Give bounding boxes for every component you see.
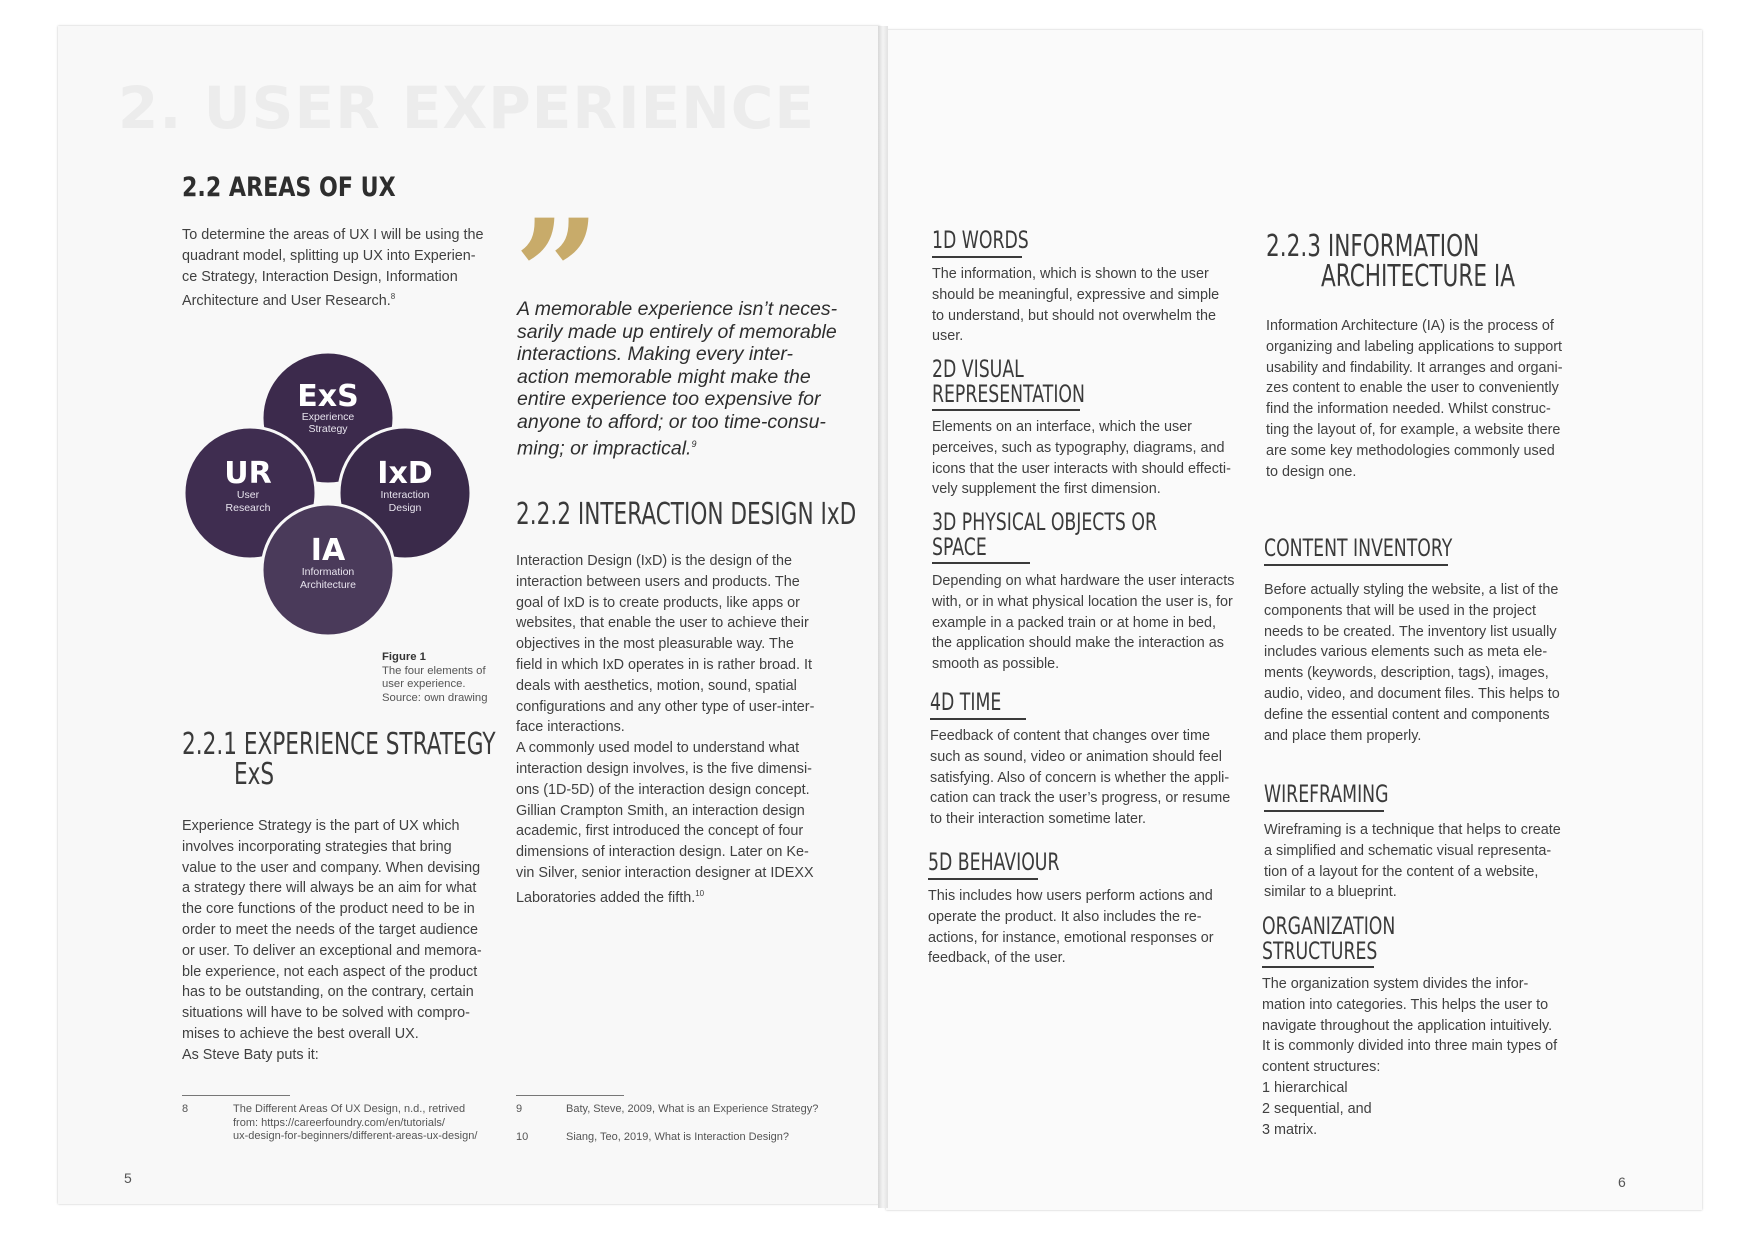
- heading-2-2-2: 2.2.2 INTERACTION DESIGN IxD: [516, 497, 857, 532]
- ur-sub2: Research: [225, 502, 271, 514]
- heading-2-2-3-line2: ARCHITECTURE IA: [1321, 259, 1516, 294]
- page-number-left: 5: [124, 1170, 132, 1186]
- d2-paragraph: Elements on an interface, which the user perceives, such as typography, diagrams, and icons that the user interacts with should effecti- vely supplement the first dimension.: [932, 419, 1231, 498]
- wf-paragraph: Wireframing is a technique that helps to create a simplified and schematic visual representa- tion of a layout for the content of a website, similar to a blueprint.: [1264, 822, 1561, 901]
- heading-content-inventory: CONTENT INVENTORY: [1264, 534, 1453, 562]
- os-paragraph: The organization system divides the infor- mation into categories. This helps the user to navigate throughout the application intuitively. It is commonly divided into three main types of content structures: 1 hierarchical 2 sequential, and 3 matrix.: [1262, 976, 1558, 1138]
- intro-paragraph: [182, 225, 502, 312]
- exs-sub1: Experience: [301, 411, 355, 423]
- ia-abbr: IA: [310, 533, 346, 568]
- quote-footnote-ref: 9: [691, 439, 697, 449]
- rule-4d: [930, 718, 1026, 720]
- ia-sub2: Architecture: [299, 579, 357, 591]
- ur-sub1: User: [236, 489, 260, 501]
- rule-wireframing: [1264, 810, 1384, 812]
- rule-5d: [928, 878, 1038, 880]
- rule-content-inventory: [1264, 564, 1448, 566]
- heading-2d-line1: 2D VISUAL: [932, 355, 1024, 383]
- heading-4d: 4D TIME: [930, 688, 1002, 716]
- footnote-8-text: The Different Areas Of UX Design, n.d., retrived from: https://careerfoundry.com/en/tutorials/ ux-design-for-beginners/different-areas-ux-design/: [233, 1103, 478, 1142]
- rule-1d: [932, 256, 1022, 258]
- heading-wireframing: WIREFRAMING: [1264, 780, 1389, 808]
- d4-paragraph: Feedback of content that changes over time such as sound, video or animation should feel satisfying. Also of concern is whether the appli- cation can track the user’s progress, or resume to their interaction sometime later.: [930, 728, 1231, 828]
- ixd-paragraph: [516, 551, 846, 908]
- footnote-10-num: 10: [516, 1131, 529, 1143]
- ixd-abbr: IxD: [377, 456, 433, 491]
- d5-paragraph: This includes how users perform actions and operate the product. It also includes the re- actions, for instance, emotional responses or feedback, of the user.: [928, 888, 1214, 967]
- figure-caption: [382, 651, 522, 705]
- book-spine: [878, 26, 888, 1208]
- figure-text: The four elements of user experience. Source: own drawing: [382, 664, 488, 704]
- intro-footnote-ref: 8: [390, 292, 396, 302]
- exs-abbr: ExS: [297, 379, 359, 414]
- heading-org-line1: ORGANIZATION: [1262, 912, 1396, 940]
- ur-abbr: UR: [224, 456, 272, 491]
- ixd-sub2: Design: [388, 502, 422, 514]
- ux-quadrant-diagram: [180, 348, 480, 648]
- heading-1d: 1D WORDS: [932, 226, 1029, 254]
- ghost-chapter-title: 2. USER EXPERIENCE: [118, 74, 815, 142]
- footnote-8-num: 8: [182, 1103, 189, 1115]
- heading-2-2-1-line1: 2.2.1 EXPERIENCE STRATEGY: [182, 727, 496, 762]
- heading-org-line2: STRUCTURES: [1262, 937, 1378, 965]
- ixd-footnote-ref: 10: [695, 888, 705, 898]
- rule-2d: [932, 409, 1080, 411]
- heading-2d-line2: REPRESENTATION: [932, 380, 1085, 408]
- quote-mark-icon: ”: [514, 187, 591, 363]
- rule-org: [1262, 966, 1374, 968]
- rule-3d: [932, 562, 1030, 564]
- footnote-9-text: Baty, Steve, 2009, What is an Experience Strategy?: [566, 1103, 819, 1115]
- quote-block: [517, 298, 847, 460]
- intro-text: To determine the areas of UX I will be using the quadrant model, splitting up UX into Experien- ce Strategy, Interaction Design, Information Architecture and User Research.: [182, 227, 484, 310]
- heading-3d-line2: SPACE: [932, 533, 987, 561]
- ci-paragraph: Before actually styling the website, a list of the components that will be used in the project needs to be created. The inventory list usually includes various elements such as meta ele- ments (keywords, description, tags), images, audio, video, and document files. This helps to define the essential content and components and place them properly.: [1264, 582, 1560, 744]
- exs-paragraph: Experience Strategy is the part of UX which involves incorporating strategies that bring value to the user and company. When devising a strategy there will always be an aim for what the core functions of the product need to be in order to meet the needs of the target audience or user. To deliver an exceptional and memora- ble experience, not each aspect of the product has to be outstanding, on the contrary, certain situations will have to be solved with compro- mises to achieve the best overall UX. As Steve Baty puts it:: [182, 818, 482, 1063]
- heading-5d: 5D BEHAVIOUR: [928, 848, 1060, 876]
- ixd-sub1: Interaction: [380, 489, 430, 501]
- footnote-rule-mid: [516, 1095, 624, 1096]
- d1-paragraph: The information, which is shown to the user should be meaningful, expressive and simple to understand, but should not overwhelm the user.: [932, 266, 1220, 345]
- heading-2-2-1-line2: ExS: [234, 757, 275, 792]
- ia-sub1: Information: [301, 566, 355, 578]
- exs-sub2: Strategy: [308, 423, 348, 435]
- footnote-rule-left: [182, 1095, 290, 1096]
- ixd-text: Interaction Design (IxD) is the design of the interaction between users and products. The goal of IxD is to create products, like apps or websites, that enable the user to achieve their objectives in the most pleasurable way. The field in which IxD operates in is rather broad. It deals with aesthetics, motion, sound, spatial configurations and any other type of user-inter- face interactions. A commonly used model to understand what interaction design involves, is the five dimensi- ons (1D-5D) of the interaction design concept. Gillian Crampton Smith, an interaction design academic, first introduced the concept of four dimensions of interaction design. Later on Ke- vin Silver, senior interaction designer at IDEXX Laboratories added the fifth.: [516, 553, 815, 906]
- footnote-10-text: Siang, Teo, 2019, What is Interaction Design?: [566, 1131, 789, 1143]
- heading-2-2-3-line1: 2.2.3 INFORMATION: [1266, 229, 1480, 264]
- footnote-9-num: 9: [516, 1103, 523, 1115]
- figure-label: Figure 1: [382, 651, 426, 663]
- page-number-right: 6: [1618, 1174, 1626, 1190]
- heading-3d-line1: 3D PHYSICAL OBJECTS OR: [932, 508, 1157, 536]
- ia-paragraph: Information Architecture (IA) is the process of organizing and labeling applications to support usability and findability. It arranges and organi- zes content to enable the user to conveniently find the information needed. Whilst construc- ting the layout of, for example, a website there are some key methodologies commonly used to design one.: [1266, 318, 1563, 480]
- quote-text: A memorable experience isn’t neces- sarily made up entirely of memorable interactions. Making every inter- action memorable might make the entire experience too expensive for anyone to afford; or too time-consu- ming; or impractical.: [517, 298, 838, 460]
- d3-paragraph: Depending on what hardware the user interacts with, or in what physical location the user is, for example in a packed train or at home in bed, the application should make the interaction as smooth as possible.: [932, 573, 1235, 673]
- section-title: 2.2 AREAS OF UX: [182, 172, 396, 203]
